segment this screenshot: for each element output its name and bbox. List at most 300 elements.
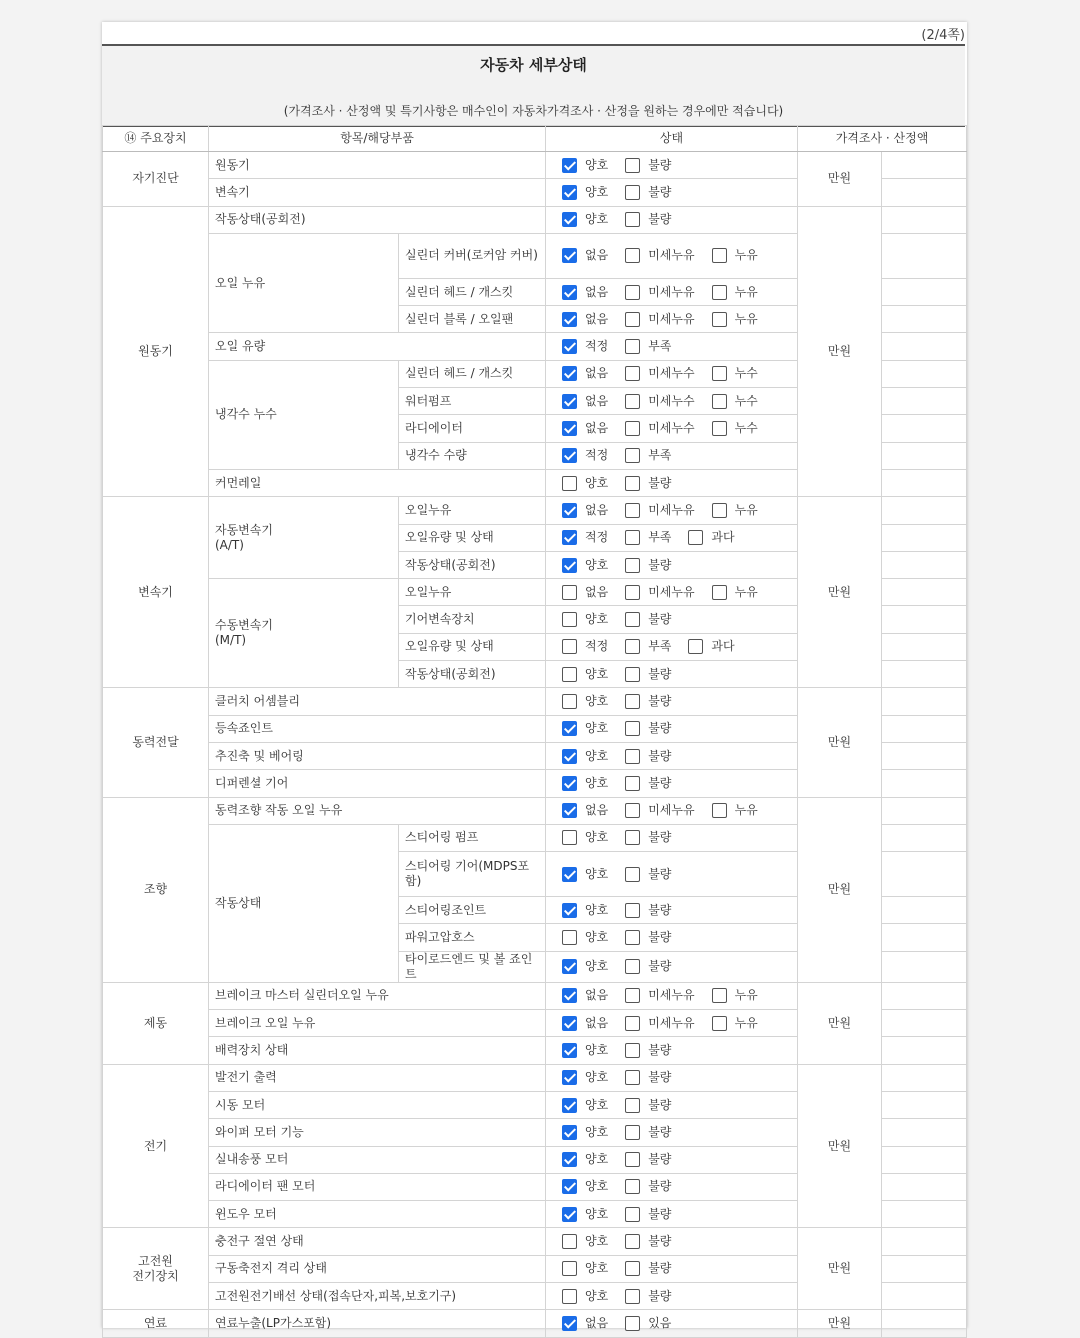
item-label: 실린더 헤드 / 개스킷: [399, 360, 546, 387]
price-input-cell[interactable]: [882, 661, 967, 688]
status-option[interactable]: [562, 639, 608, 654]
unchecked-checkbox[interactable]: [625, 448, 640, 463]
status-option[interactable]: [562, 530, 608, 545]
unchecked-checkbox[interactable]: [625, 185, 640, 200]
status-option[interactable]: [712, 366, 758, 381]
status-option[interactable]: [625, 1316, 671, 1331]
item-label: 등속죠인트: [209, 715, 546, 742]
unchecked-checkbox[interactable]: [712, 285, 727, 300]
status-option[interactable]: [712, 988, 758, 1003]
unchecked-checkbox[interactable]: [688, 639, 703, 654]
price-input-cell[interactable]: [882, 1010, 967, 1037]
status-option[interactable]: [625, 803, 694, 818]
unchecked-checkbox[interactable]: [625, 476, 640, 491]
price-input-cell[interactable]: [882, 388, 967, 415]
option-label: 없음: [585, 248, 609, 263]
option-label: 누유: [734, 284, 758, 299]
checked-checkbox[interactable]: [562, 1207, 577, 1222]
option-label: 양호: [585, 902, 609, 917]
option-label: 누유: [734, 502, 758, 517]
status-option[interactable]: [625, 694, 671, 709]
price-input-cell[interactable]: [882, 1201, 967, 1228]
checked-checkbox[interactable]: [562, 1316, 577, 1331]
checked-checkbox[interactable]: [562, 749, 577, 764]
checked-checkbox[interactable]: [562, 158, 577, 173]
status-option[interactable]: [562, 476, 608, 491]
status-option[interactable]: [562, 339, 608, 354]
checked-checkbox[interactable]: [562, 503, 577, 518]
checked-checkbox[interactable]: [562, 339, 577, 354]
option-label: 불량: [648, 721, 672, 736]
checked-checkbox[interactable]: [562, 721, 577, 736]
checked-checkbox[interactable]: [562, 530, 577, 545]
checked-checkbox[interactable]: [562, 212, 577, 227]
unchecked-checkbox[interactable]: [625, 988, 640, 1003]
price-input-cell[interactable]: [882, 1037, 967, 1064]
checked-checkbox[interactable]: [562, 1043, 577, 1058]
unchecked-checkbox[interactable]: [562, 667, 577, 682]
status-option[interactable]: [562, 185, 608, 200]
status-option[interactable]: [625, 1179, 671, 1194]
category-label: 전기: [103, 1064, 209, 1228]
status-option[interactable]: [688, 530, 734, 545]
category-label: 동력전달: [103, 688, 209, 797]
status-option[interactable]: [625, 585, 694, 600]
unchecked-checkbox[interactable]: [625, 1289, 640, 1304]
option-label: 양호: [585, 1042, 609, 1057]
status-options: [546, 206, 798, 233]
price-input-cell[interactable]: [882, 852, 967, 897]
status-option[interactable]: [562, 867, 608, 882]
price-input-cell[interactable]: [882, 924, 967, 951]
option-label: 누수: [734, 421, 758, 436]
item-label: 커먼레일: [209, 469, 546, 496]
price-input-cell[interactable]: [882, 1228, 967, 1255]
price-input-cell[interactable]: [882, 1064, 967, 1091]
option-label: 없음: [585, 988, 609, 1003]
price-input-cell[interactable]: [882, 1091, 967, 1118]
status-option[interactable]: [562, 930, 608, 945]
checked-checkbox[interactable]: [562, 959, 577, 974]
status-option[interactable]: [562, 749, 608, 764]
status-option[interactable]: [712, 285, 758, 300]
checked-checkbox[interactable]: [562, 803, 577, 818]
checked-checkbox[interactable]: [562, 1016, 577, 1031]
unchecked-checkbox[interactable]: [625, 285, 640, 300]
unchecked-checkbox[interactable]: [712, 1016, 727, 1031]
page-title: 자동차 세부상태: [480, 56, 587, 74]
unchecked-checkbox[interactable]: [625, 312, 640, 327]
status-option[interactable]: [625, 959, 671, 974]
status-option[interactable]: [562, 694, 608, 709]
checked-checkbox[interactable]: [562, 185, 577, 200]
item-label: 변속기: [209, 179, 546, 206]
price-input-cell[interactable]: [882, 688, 967, 715]
status-option[interactable]: [625, 285, 694, 300]
status-option[interactable]: [562, 1207, 608, 1222]
option-label: 미세누수: [648, 366, 695, 381]
price-input-cell[interactable]: [882, 469, 967, 496]
status-option[interactable]: [625, 503, 694, 518]
status-option[interactable]: [625, 1152, 671, 1167]
price-input-cell[interactable]: [882, 306, 967, 333]
option-label: 불량: [648, 557, 672, 572]
status-option[interactable]: [562, 803, 608, 818]
unchecked-checkbox[interactable]: [625, 1207, 640, 1222]
status-option[interactable]: [562, 1070, 608, 1085]
unchecked-checkbox[interactable]: [625, 1043, 640, 1058]
unchecked-checkbox[interactable]: [625, 421, 640, 436]
status-option[interactable]: [625, 667, 671, 682]
option-label: 양호: [585, 1152, 609, 1167]
table-row: [103, 797, 967, 824]
unchecked-checkbox[interactable]: [625, 158, 640, 173]
option-label: 없음: [585, 311, 609, 326]
unchecked-checkbox[interactable]: [625, 248, 640, 263]
price-input-cell[interactable]: [882, 551, 967, 578]
unchecked-checkbox[interactable]: [712, 248, 727, 263]
option-label: 양호: [585, 959, 609, 974]
status-option[interactable]: [625, 530, 671, 545]
status-option[interactable]: [562, 959, 608, 974]
option-label: 불량: [648, 866, 672, 881]
status-option[interactable]: [562, 1179, 608, 1194]
status-option[interactable]: [562, 721, 608, 736]
status-option[interactable]: [625, 930, 671, 945]
unchecked-checkbox[interactable]: [625, 930, 640, 945]
unchecked-checkbox[interactable]: [712, 394, 727, 409]
unchecked-checkbox[interactable]: [712, 803, 727, 818]
price-input-cell[interactable]: [882, 633, 967, 660]
status-option[interactable]: [625, 721, 671, 736]
price-input-cell[interactable]: [882, 360, 967, 387]
status-option[interactable]: [625, 158, 671, 173]
status-options: [546, 1119, 798, 1146]
unchecked-checkbox[interactable]: [562, 476, 577, 491]
unchecked-checkbox[interactable]: [625, 1098, 640, 1113]
option-label: 적정: [585, 339, 609, 354]
status-option[interactable]: [562, 558, 608, 573]
item-label: 워터펌프: [399, 388, 546, 415]
option-label: 불량: [648, 1261, 672, 1276]
unchecked-checkbox[interactable]: [625, 867, 640, 882]
status-option[interactable]: [625, 1043, 671, 1058]
price-input-cell[interactable]: [882, 1282, 967, 1309]
status-option[interactable]: [562, 158, 608, 173]
status-option[interactable]: [562, 988, 608, 1003]
status-option[interactable]: [625, 988, 694, 1003]
status-options: [546, 982, 798, 1009]
unchecked-checkbox[interactable]: [562, 1234, 577, 1249]
unchecked-checkbox[interactable]: [562, 1261, 577, 1276]
price-input-cell[interactable]: [882, 497, 967, 524]
category-label: 제동: [103, 982, 209, 1064]
status-option[interactable]: [712, 248, 758, 263]
checked-checkbox[interactable]: [562, 248, 577, 263]
unchecked-checkbox[interactable]: [712, 312, 727, 327]
item-label: 디퍼렌셜 기어: [209, 770, 546, 797]
status-option[interactable]: [562, 585, 608, 600]
status-option[interactable]: [562, 503, 608, 518]
status-option[interactable]: [562, 776, 608, 791]
status-options: [546, 1228, 798, 1255]
group-label: 냉각수 누수: [209, 360, 399, 469]
status-option[interactable]: [625, 1207, 671, 1222]
unchecked-checkbox[interactable]: [625, 1234, 640, 1249]
status-options: [546, 770, 798, 797]
unchecked-checkbox[interactable]: [562, 585, 577, 600]
status-option[interactable]: [625, 312, 694, 327]
status-option[interactable]: [562, 612, 608, 627]
status-option[interactable]: [625, 1070, 671, 1085]
price-input-cell[interactable]: [882, 278, 967, 305]
price-input-cell[interactable]: [882, 1119, 967, 1146]
status-option[interactable]: [562, 1234, 608, 1249]
status-option[interactable]: [625, 1261, 671, 1276]
price-input-cell[interactable]: [882, 742, 967, 769]
status-option[interactable]: [688, 639, 734, 654]
status-options: [546, 606, 798, 633]
unchecked-checkbox[interactable]: [625, 1070, 640, 1085]
unchecked-checkbox[interactable]: [712, 421, 727, 436]
unchecked-checkbox[interactable]: [625, 803, 640, 818]
option-label: 없음: [585, 1315, 609, 1330]
item-label: 원동기: [209, 152, 546, 179]
checked-checkbox[interactable]: [562, 1152, 577, 1167]
price-input-cell[interactable]: [882, 824, 967, 851]
status-option[interactable]: [625, 248, 694, 263]
unchecked-checkbox[interactable]: [625, 1179, 640, 1194]
checked-checkbox[interactable]: [562, 1070, 577, 1085]
status-option[interactable]: [625, 776, 671, 791]
option-label: 미세누유: [648, 502, 695, 517]
unchecked-checkbox[interactable]: [625, 530, 640, 545]
price-input-cell[interactable]: [882, 415, 967, 442]
status-option[interactable]: [562, 1261, 608, 1276]
unchecked-checkbox[interactable]: [625, 503, 640, 518]
price-input-cell[interactable]: [882, 333, 967, 360]
unchecked-checkbox[interactable]: [625, 585, 640, 600]
status-option[interactable]: [562, 285, 608, 300]
checked-checkbox[interactable]: [562, 903, 577, 918]
status-option[interactable]: [625, 639, 671, 654]
status-option[interactable]: [712, 394, 758, 409]
status-option[interactable]: [562, 394, 608, 409]
checked-checkbox[interactable]: [562, 1179, 577, 1194]
unchecked-checkbox[interactable]: [562, 639, 577, 654]
unchecked-checkbox[interactable]: [625, 1316, 640, 1331]
status-options: [546, 360, 798, 387]
status-option[interactable]: [625, 366, 694, 381]
unchecked-checkbox[interactable]: [625, 639, 640, 654]
price-input-cell[interactable]: [882, 951, 967, 982]
option-label: 불량: [648, 748, 672, 763]
status-option[interactable]: [625, 1125, 671, 1140]
price-input-cell[interactable]: [882, 1255, 967, 1282]
checked-checkbox[interactable]: [562, 448, 577, 463]
unchecked-checkbox[interactable]: [562, 612, 577, 627]
checked-checkbox[interactable]: [562, 558, 577, 573]
unchecked-checkbox[interactable]: [625, 1125, 640, 1140]
status-option[interactable]: [625, 1098, 671, 1113]
status-option[interactable]: [712, 312, 758, 327]
item-label: 배력장치 상태: [209, 1037, 546, 1064]
status-option[interactable]: [625, 749, 671, 764]
unchecked-checkbox[interactable]: [712, 585, 727, 600]
price-input-cell[interactable]: [882, 982, 967, 1009]
unchecked-checkbox[interactable]: [625, 1016, 640, 1031]
checked-checkbox[interactable]: [562, 285, 577, 300]
option-label: 불량: [648, 1097, 672, 1112]
unchecked-checkbox[interactable]: [625, 959, 640, 974]
status-option[interactable]: [712, 503, 758, 518]
status-option[interactable]: [562, 1316, 608, 1331]
unchecked-checkbox[interactable]: [625, 667, 640, 682]
item-label: 라디에이터 팬 모터: [209, 1173, 546, 1200]
unchecked-checkbox[interactable]: [625, 1152, 640, 1167]
status-option[interactable]: [625, 476, 671, 491]
unchecked-checkbox[interactable]: [625, 694, 640, 709]
category-label: 변속기: [103, 497, 209, 688]
unchecked-checkbox[interactable]: [625, 339, 640, 354]
option-label: 양호: [585, 721, 609, 736]
price-input-cell[interactable]: [882, 233, 967, 278]
status-option[interactable]: [625, 867, 671, 882]
status-option[interactable]: [625, 185, 671, 200]
status-option[interactable]: [625, 339, 671, 354]
unchecked-checkbox[interactable]: [562, 1289, 577, 1304]
status-options: [546, 415, 798, 442]
unchecked-checkbox[interactable]: [562, 694, 577, 709]
status-option[interactable]: [562, 1043, 608, 1058]
price-unit: 만원: [798, 982, 882, 1064]
price-unit: 만원: [798, 1228, 882, 1310]
status-option[interactable]: [712, 1016, 758, 1031]
unchecked-checkbox[interactable]: [562, 830, 577, 845]
checked-checkbox[interactable]: [562, 776, 577, 791]
unchecked-checkbox[interactable]: [625, 212, 640, 227]
status-option[interactable]: [562, 1098, 608, 1113]
price-input-cell[interactable]: [882, 1310, 967, 1337]
price-input-cell[interactable]: [882, 1146, 967, 1173]
status-option[interactable]: [562, 448, 608, 463]
unchecked-checkbox[interactable]: [625, 903, 640, 918]
unchecked-checkbox[interactable]: [625, 749, 640, 764]
unchecked-checkbox[interactable]: [625, 830, 640, 845]
status-option[interactable]: [562, 1152, 608, 1167]
unchecked-checkbox[interactable]: [712, 503, 727, 518]
checked-checkbox[interactable]: [562, 394, 577, 409]
checked-checkbox[interactable]: [562, 421, 577, 436]
checked-checkbox[interactable]: [562, 366, 577, 381]
status-option[interactable]: [562, 1016, 608, 1031]
item-label: 오일 유량: [209, 333, 546, 360]
checked-checkbox[interactable]: [562, 1098, 577, 1113]
price-input-cell[interactable]: [882, 606, 967, 633]
status-option[interactable]: [625, 1289, 671, 1304]
status-option[interactable]: [562, 667, 608, 682]
item-label: 오일유량 및 상태: [399, 524, 546, 551]
unchecked-checkbox[interactable]: [625, 721, 640, 736]
status-option[interactable]: [712, 803, 758, 818]
status-option[interactable]: [562, 212, 608, 227]
unchecked-checkbox[interactable]: [625, 612, 640, 627]
price-input-cell[interactable]: [882, 770, 967, 797]
status-option[interactable]: [625, 1016, 694, 1031]
price-input-cell[interactable]: [882, 206, 967, 233]
price-input-cell[interactable]: [882, 1173, 967, 1200]
status-option[interactable]: [712, 585, 758, 600]
table-row: [103, 982, 967, 1009]
unchecked-checkbox[interactable]: [625, 1261, 640, 1276]
status-option[interactable]: [562, 312, 608, 327]
option-label: 누유: [734, 248, 758, 263]
status-option[interactable]: [625, 212, 671, 227]
category-label: 자기진단: [103, 152, 209, 207]
status-options: [546, 661, 798, 688]
status-option[interactable]: [562, 248, 608, 263]
status-option[interactable]: [625, 448, 671, 463]
checked-checkbox[interactable]: [562, 1125, 577, 1140]
price-input-cell[interactable]: [882, 442, 967, 469]
unchecked-checkbox[interactable]: [625, 366, 640, 381]
price-input-cell[interactable]: [882, 797, 967, 824]
price-input-cell[interactable]: [882, 579, 967, 606]
status-option[interactable]: [625, 421, 694, 436]
unchecked-checkbox[interactable]: [712, 366, 727, 381]
status-options: [546, 1146, 798, 1173]
status-option[interactable]: [562, 366, 608, 381]
status-option[interactable]: [625, 612, 671, 627]
unchecked-checkbox[interactable]: [688, 530, 703, 545]
item-label: 냉각수 수량: [399, 442, 546, 469]
status-options: [546, 824, 798, 851]
checked-checkbox[interactable]: [562, 988, 577, 1003]
status-option[interactable]: [562, 1125, 608, 1140]
status-option[interactable]: [562, 421, 608, 436]
option-label: 불량: [648, 475, 672, 490]
unchecked-checkbox[interactable]: [712, 988, 727, 1003]
price-input-cell[interactable]: [882, 524, 967, 551]
checked-checkbox[interactable]: [562, 867, 577, 882]
status-option[interactable]: [625, 558, 671, 573]
price-input-cell[interactable]: [882, 152, 967, 179]
price-input-cell[interactable]: [882, 897, 967, 924]
status-option[interactable]: [562, 903, 608, 918]
status-option[interactable]: [625, 1234, 671, 1249]
option-label: 양호: [585, 1234, 609, 1249]
unchecked-checkbox[interactable]: [625, 558, 640, 573]
option-label: 불량: [648, 1042, 672, 1057]
status-option[interactable]: [562, 1289, 608, 1304]
status-option[interactable]: [625, 903, 671, 918]
option-label: 양호: [585, 1261, 609, 1276]
status-option[interactable]: [712, 421, 758, 436]
unchecked-checkbox[interactable]: [562, 930, 577, 945]
price-input-cell[interactable]: [882, 715, 967, 742]
option-label: 미세누유: [648, 1015, 695, 1030]
item-label: 충전구 절연 상태: [209, 1228, 546, 1255]
unchecked-checkbox[interactable]: [625, 776, 640, 791]
unchecked-checkbox[interactable]: [625, 394, 640, 409]
status-option[interactable]: [562, 830, 608, 845]
status-option[interactable]: [625, 394, 694, 409]
status-option[interactable]: [625, 830, 671, 845]
price-input-cell[interactable]: [882, 179, 967, 206]
option-label: 없음: [585, 284, 609, 299]
item-label: 브레이크 오일 누유: [209, 1010, 546, 1037]
checked-checkbox[interactable]: [562, 312, 577, 327]
